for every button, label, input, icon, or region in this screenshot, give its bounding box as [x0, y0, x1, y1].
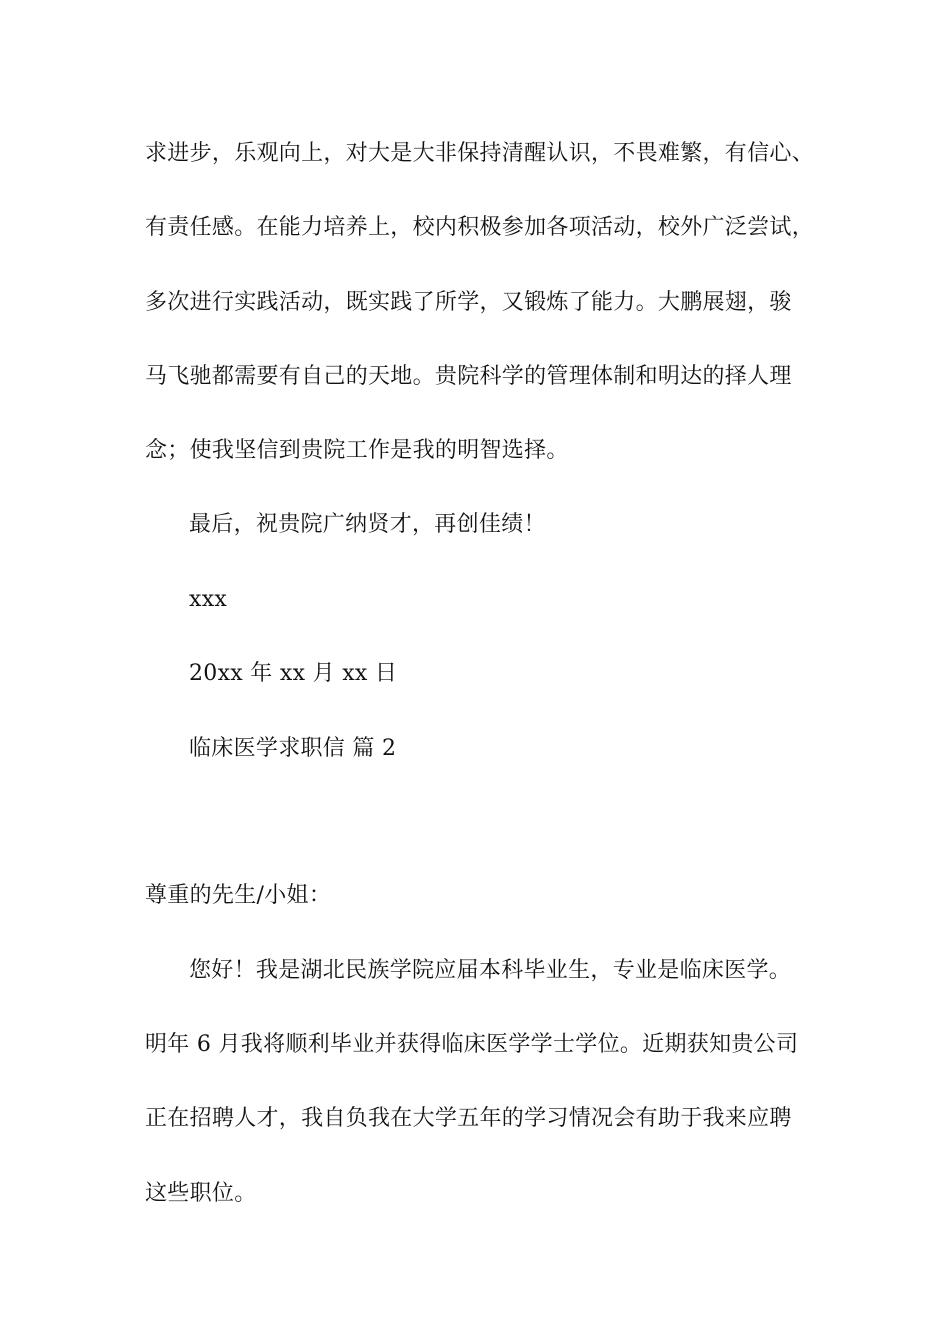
body-line: 正在招聘人才，我自负我在大学五年的学习情况会有助于我来应聘 [145, 1106, 792, 1131]
section-title: 临床医学求职信 篇 2 [189, 736, 397, 761]
body-line: 这些职位。 [145, 1181, 257, 1206]
closing-line: 最后，祝贵院广纳贤才，再创佳绩！ [189, 512, 546, 537]
body-line: 马飞驰都需要有自己的天地。贵院科学的管理体制和明达的择人理 [145, 364, 792, 389]
date-line: 20xx 年 xx 月 xx 日 [189, 661, 398, 686]
body-line: 念；使我坚信到贵院工作是我的明智选择。 [145, 438, 569, 463]
body-line: 您好！我是湖北民族学院应届本科毕业生，专业是临床医学。 [189, 958, 792, 983]
body-line: 求进步，乐观向上，对大是大非保持清醒认识，不畏难繁，有信心、 [145, 141, 815, 166]
body-line: 多次进行实践活动，既实践了所学，又锻炼了能力。大鹏展翅，骏 [145, 290, 792, 315]
body-line: 明年 6 月我将顺利毕业并获得临床医学学士学位。近期获知贵公司 [145, 1032, 799, 1057]
salutation: 尊重的先生/小姐： [145, 883, 332, 908]
body-line: 有责任感。在能力培养上，校内积极参加各项活动，校外广泛尝试， [145, 215, 815, 240]
signature: xxx [189, 587, 228, 612]
